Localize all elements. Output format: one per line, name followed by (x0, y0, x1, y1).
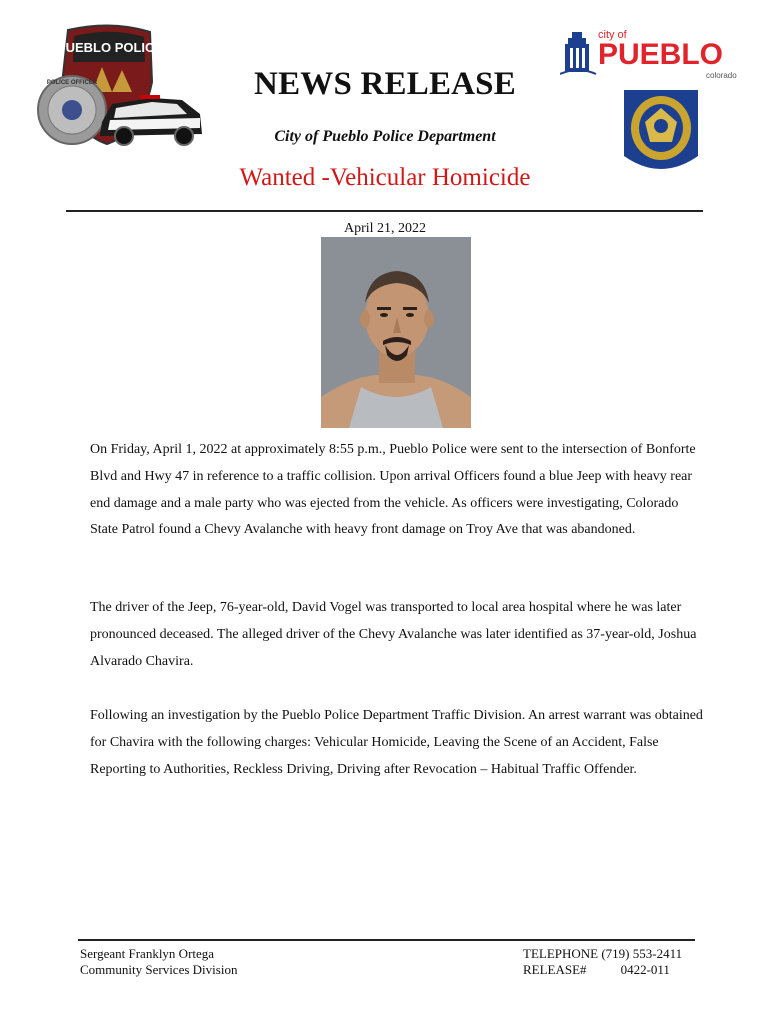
suspect-photo (321, 237, 471, 428)
header-divider (66, 210, 703, 212)
release-number: 0422-011 (620, 962, 670, 977)
telephone: TELEPHONE (719) 553-2411 (523, 946, 683, 961)
release-number-row (523, 962, 682, 978)
page-title: NEWS RELEASE (254, 66, 516, 102)
patch-text: PUEBLO POLICE (56, 40, 164, 55)
colorado-text: colorado (706, 71, 737, 80)
city-of-text: city of (598, 29, 627, 41)
body-paragraph-2: The driver of the Jeep, 76-year-old, David Vogel was transported to local area hospital where he was later pronounced deceased. The alleged driver of the Chevy Avalanche was later identified as 37-year-old, Joshua Alvarado Chavira. (90, 600, 697, 669)
release-info-block (523, 946, 682, 978)
contact-block (80, 946, 237, 978)
release-headline: Wanted -Vehicular Homicide (239, 164, 531, 191)
body-paragraph-3: Following an investigation by the Pueblo Police Department Traffic Division. An arrest warrant was obtained for Chavira with the following charges: Vehicular Homicide, Leaving the Scene of an Accident, False Reporting to Authorities, Reckless Driving, Driving after Revocation – Habitual Traffic Offender. (90, 708, 703, 777)
badge-text: POLICE OFFICER (46, 80, 98, 86)
department-name: City of Pueblo Police Department (274, 128, 496, 145)
pueblo-wordmark: PUEBLO (598, 38, 724, 71)
release-date: April 21, 2022 (343, 221, 427, 236)
footer-divider (78, 939, 695, 941)
body-paragraph-1: On Friday, April 1, 2022 at approximately 8:55 p.m., Pueblo Police were sent to the intersection of Bonforte Blvd and Hwy 47 in reference to a traffic collision. Upon arrival Officers found a blue Jeep with heavy rear end damage and a male party who was ejected from the vehicle. As officers were investigating, Colorado State Patrol found a Chevy Avalanche with heavy front damage on Troy Ave that was abandoned. (90, 442, 696, 538)
contact-name: Sergeant Franklyn Ortega (80, 946, 215, 961)
contact-division: Community Services Division (80, 962, 238, 977)
release-label: RELEASE# (523, 962, 587, 977)
